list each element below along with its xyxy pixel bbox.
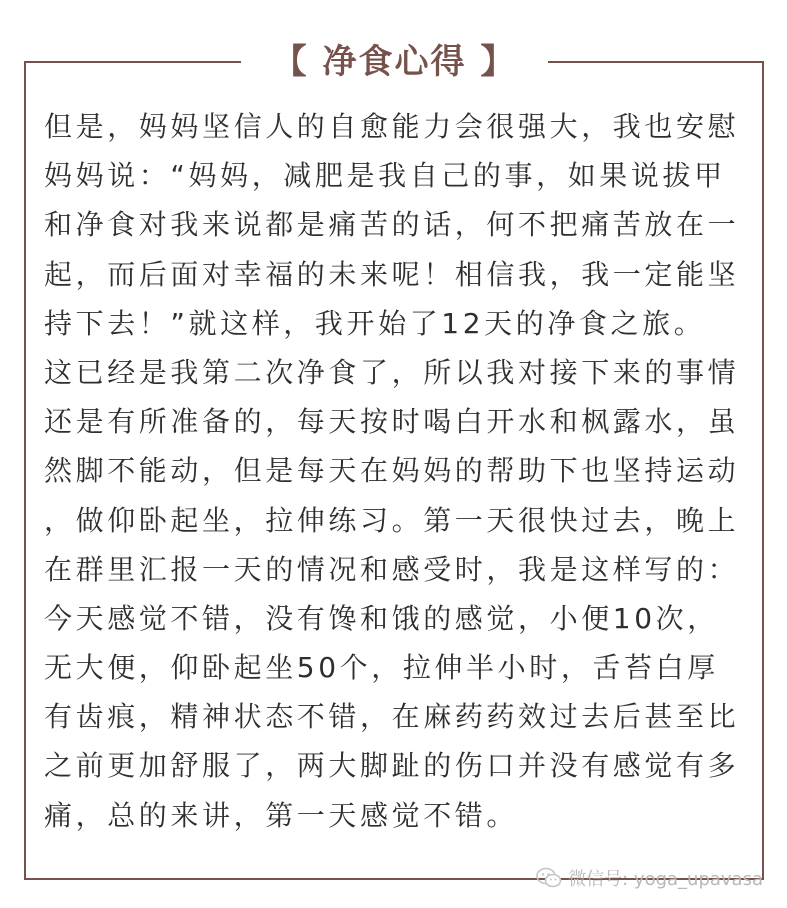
article-line: ，做仰卧起坐，拉伸练习。第一天很快过去，晚上 [44, 503, 740, 537]
article-body [44, 102, 754, 840]
article-line: 无大便，仰卧起坐50个，拉伸半小时，舌苔白厚 [44, 651, 719, 685]
article-line: 然脚不能动，但是每天在妈妈的帮助下也坚持运动 [44, 454, 740, 488]
article-line: 妈妈说：“妈妈，减肥是我自己的事，如果说拔甲 [44, 159, 726, 193]
article-line: 起，而后面对幸福的未来呢！相信我，我一定能坚 [44, 257, 740, 291]
article-line: 这已经是我第二次净食了，所以我对接下来的事情 [44, 355, 740, 389]
frame-top-border-right [548, 61, 764, 63]
article-line: 但是，妈妈坚信人的自愈能力会很强大，我也安慰 [44, 110, 740, 143]
section-title: 【 净食心得 】 [272, 42, 517, 82]
wechat-watermark [536, 866, 763, 890]
article-line: 和净食对我来说都是痛苦的话，何不把痛苦放在一 [44, 208, 740, 242]
article-line: 之前更加舒服了，两大脚趾的伤口并没有感觉有多 [44, 749, 740, 783]
article-line: 痛，总的来讲，第一天感觉不错。 [44, 798, 519, 832]
article-line: 今天感觉不错，没有馋和饿的感觉，小便10次， [44, 601, 719, 635]
article-line: 还是有所准备的，每天按时喝白开水和枫露水，虽 [44, 405, 740, 439]
article-line: 有齿痕，精神状态不错，在麻药药效过去后甚至比 [44, 700, 740, 734]
wechat-icon [536, 867, 562, 889]
article-line: 持下去！”就这样，我开始了12天的净食之旅。 [44, 306, 706, 340]
wechat-id-text: 微信号: yoga_upavasa [568, 869, 763, 890]
frame-top-border-left [24, 61, 241, 63]
article-line: 在群里汇报一天的情况和感受时，我是这样写的： [44, 552, 740, 586]
